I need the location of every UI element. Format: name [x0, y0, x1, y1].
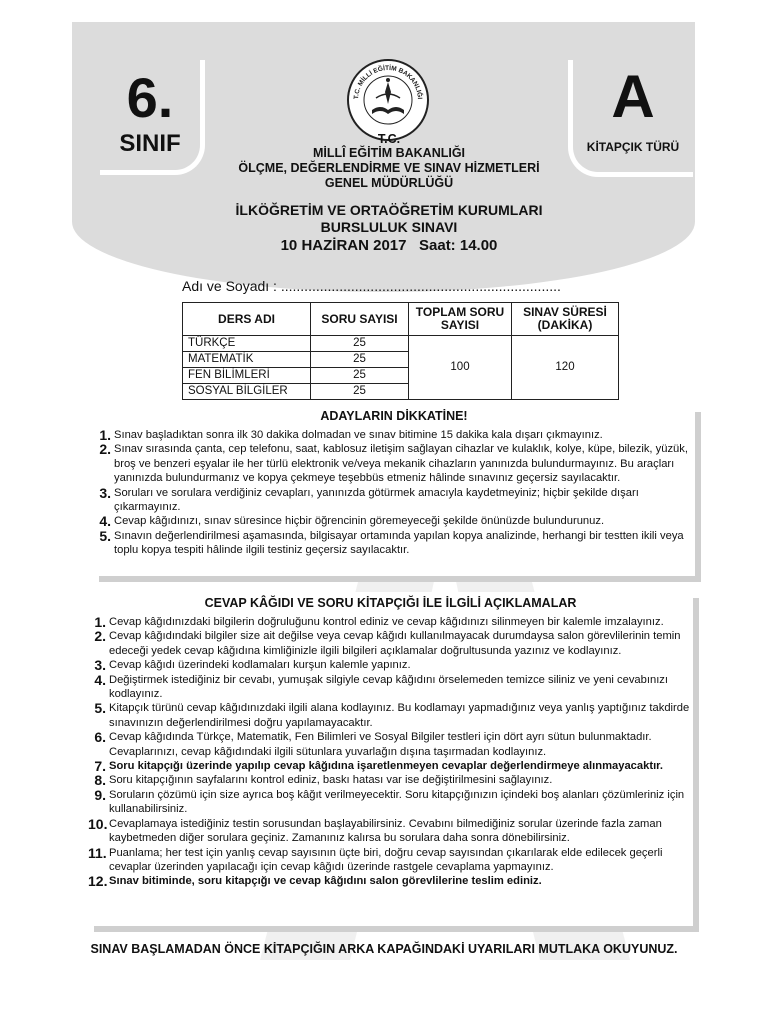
col-header-subject: DERS ADI: [183, 303, 311, 336]
item-text: Sınavın değerlendirilmesi aşamasında, bilgisayar ortamında yapılan kopya analizinde, herhangi bir testten ikili veya toplu kopya tespiti hâlinde ilgili testiniz geçersiz sayılacaktır.: [114, 529, 684, 557]
instruction-item: [88, 759, 693, 773]
table-row: [183, 336, 619, 352]
ministry-logo: [346, 58, 430, 142]
org-line-2: MİLLÎ EĞİTİM BAKANLIĞI: [312, 146, 466, 160]
instruction-item: [88, 658, 693, 672]
instruction-item: [88, 629, 693, 658]
item-text: Değiştirmek istediğiniz bir cevabı, yumuşak silgiyle cevap kâğıdını örselemeden temizce siliniz ve yeni cevabınızı kodlayınız.: [109, 673, 668, 701]
subject-count: 25: [311, 336, 409, 352]
grade-label: SINIF: [119, 130, 181, 157]
instruction-item: [88, 817, 693, 846]
svg-text:T.C. MİLLİ EĞİTİM BAKANLIĞI: T.C. MİLLİ EĞİTİM BAKANLIĞI: [352, 64, 423, 100]
item-text: Cevaplamaya istediğiniz testin sorusundan başlayabilirsiniz. Cevabını bilmediğiniz sorular üzerinde fazla zaman kaybetmeden diğer sorulara geçiniz. Zamanınız kalırsa bu sorulara daha sonra dönebilirsiniz.: [109, 817, 662, 845]
item-text: Soru kitapçığının sayfalarını kontrol ediniz, baskı hatası var ise değiştirilmesini sağlayınız.: [109, 774, 553, 787]
org-line-3: ÖLÇME, DEĞERLENDİRME VE SINAV HİZMETLERİ: [238, 161, 540, 175]
item-number: 9.: [94, 786, 106, 803]
footer-warning: SINAV BAŞLAMADAN ÖNCE KİTAPÇIĞIN ARKA KAPAĞINDAKİ UYARILARI MUTLAKA OKUYUNUZ.: [90, 942, 678, 956]
item-text: Cevap kâğıdında Türkçe, Matematik, Fen Bilimleri ve Sosyal Bilgiler testleri için dört ayrı sütun bulunmaktadır. Cevaplarınızı, cevap kâğıdındaki ilgili sütunlara yuvarlağın dışına taşırmadan kodlayınız.: [109, 731, 652, 758]
subject-count: 25: [311, 368, 409, 384]
item-number: 7.: [94, 758, 106, 775]
item-text: Sınav başladıktan sonra ilk 30 dakika dolmadan ve sınav bitimine 15 dakika kala dışarı çıkmayınız.: [114, 429, 603, 441]
item-number: 6.: [94, 729, 106, 746]
item-number: 3.: [99, 484, 111, 501]
attention-title: ADAYLARIN DİKKATİNE!: [320, 409, 468, 423]
item-text: Cevap kâğıdınızı, sınav süresince hiçbir öğrencinin göremeyeceği şekilde önünüzde bulundurunuz.: [114, 515, 605, 528]
item-text: Sınav bitiminde, soru kitapçığı ve cevap kâğıdını salon görevlilerine teslim ediniz.: [109, 875, 542, 888]
name-field: [182, 278, 561, 294]
item-text: Kitapçık türünü cevap kâğıdınızdaki ilgili alana kodlayınız. Bu kodlamayı yapmadığınız veya yanlış yaptığınız takdirde sınavınızın değerlendirilmesi doğru yapılamayacaktır.: [109, 702, 690, 729]
item-number: 5.: [99, 527, 111, 544]
attention-item: [93, 529, 695, 558]
subject-count: 25: [311, 384, 409, 400]
attention-item: [93, 514, 695, 528]
item-text: Sınav sırasında çanta, cep telefonu, saat, kablosuz iletişim sağlayan cihazlar ve kulaklık, kolye, küpe, bilezik, yüzük, broş ve benzeri eşyalar ile her türlü elektronik ve/veya mekanik cihazların yanınızda bulundurmayınız. Bu araçları yanınızda bulundurmanız ve kopya çekmeye teşebbüs etmeniz hâlinde sınavınız geçersiz sayılacaktır.: [114, 443, 688, 485]
subject-name: MATEMATİK: [183, 352, 311, 368]
table-header-row: [183, 303, 619, 336]
item-text: Soru kitapçığı üzerinde yapılıp cevap kâğıdına işaretlenmeyen cevaplar değerlendirmeye alınmayacaktır.: [109, 760, 664, 773]
instruction-item: [88, 615, 693, 629]
instructions-title: CEVAP KÂĞIDI VE SORU KİTAPÇIĞI İLE İLGİLİ AÇIKLAMALAR: [204, 596, 577, 610]
exam-date: 10 HAZİRAN 2017: [280, 237, 407, 254]
booklet-type-letter: A: [611, 63, 655, 130]
instruction-item: [88, 673, 693, 702]
col-header-total: TOPLAM SORU SAYISI: [409, 303, 512, 336]
exam-line-1: İLKÖĞRETİM VE ORTAÖĞRETİM KURUMLARI: [235, 202, 543, 218]
col-header-duration: SINAV SÜRESİ (DAKİKA): [512, 303, 619, 336]
item-text: Soruları ve sorulara verdiğiniz cevapları, yanınızda götürmek amacıyla kaydetmeyiniz; hiçbir şekilde dışarı çıkarmayınız.: [114, 486, 639, 514]
subjects-table: [182, 302, 619, 400]
org-line-4: GENEL MÜDÜRLÜĞÜ: [324, 176, 454, 190]
item-number: 5.: [94, 700, 106, 717]
total-questions: 100: [409, 336, 512, 400]
instruction-item: [88, 773, 693, 787]
exam-time: Saat: 14.00: [419, 237, 498, 254]
exam-line-2: BURSLULUK SINAVI: [320, 219, 458, 235]
col-header-count: SORU SAYISI: [311, 303, 409, 336]
item-number: 2.: [94, 628, 106, 645]
item-number: 3.: [94, 657, 106, 674]
subject-name: TÜRKÇE: [183, 336, 311, 352]
instruction-item: [88, 730, 693, 759]
attention-item: [93, 442, 695, 485]
subject-count: 25: [311, 352, 409, 368]
item-number: 8.: [94, 772, 106, 789]
item-text: Cevap kâğıdındaki bilgiler size ait değilse veya cevap kâğıdı kullanılmayacak durumdaysa salon görevlilerinin temin edeceği yedek cevap kâğıdına kimliğinizle ilgili bilgileri açıklamalar doğrultusunda yazınız ve kodlayınız.: [109, 630, 681, 657]
item-text: Soruların çözümü için size ayrıca boş kâğıt verilmeyecektir. Soru kitapçığınızın içindeki boş alanları çözümleriniz için kullanabilirsiniz.: [109, 788, 685, 816]
instruction-item: [88, 874, 693, 888]
item-number: 1.: [99, 427, 111, 443]
item-number: 12.: [88, 873, 108, 890]
subject-name: SOSYAL BİLGİLER: [183, 384, 311, 400]
attention-panel: [93, 406, 695, 576]
attention-item: [93, 486, 695, 515]
item-text: Puanlama; her test için yanlış cevap sayısının üçte biri, doğru cevap sayısından çıkarılarak elde edilecek geçerli cevaplar üzerinden yapılacağı için cevap kâğıdı üzerinde rastgele cevaplama yapmayınız.: [109, 846, 663, 873]
instruction-item: [88, 701, 693, 730]
name-field-dots: ........................................................................: [280, 278, 561, 294]
org-line-1: T.C.: [377, 132, 401, 146]
item-number: 11.: [88, 844, 107, 861]
instruction-item: [88, 788, 693, 817]
exam-duration: 120: [512, 336, 619, 400]
attention-item: [93, 428, 695, 442]
instructions-panel: [88, 592, 693, 926]
grade-number: 6.: [126, 66, 174, 129]
instruction-item: [88, 846, 693, 875]
subject-name: FEN BİLİMLERİ: [183, 368, 311, 384]
item-number: 4.: [99, 513, 111, 530]
item-number: 4.: [94, 671, 106, 688]
item-text: Cevap kâğıdı üzerindeki kodlamaları kurşun kalemle yapınız.: [109, 659, 411, 672]
item-number: 2.: [99, 441, 111, 458]
item-text: Cevap kâğıdınızdaki bilgilerin doğruluğunu kontrol ediniz ve cevap kâğıdınızı silinmeyen bir kalemle imzalayınız.: [109, 616, 664, 628]
item-number: 10.: [88, 815, 108, 832]
booklet-type-label: KİTAPÇIK TÜRÜ: [586, 140, 680, 154]
name-field-label: Adı ve Soyadı :: [182, 278, 277, 294]
exam-date-time: [150, 237, 628, 254]
item-number: 1.: [94, 614, 106, 630]
